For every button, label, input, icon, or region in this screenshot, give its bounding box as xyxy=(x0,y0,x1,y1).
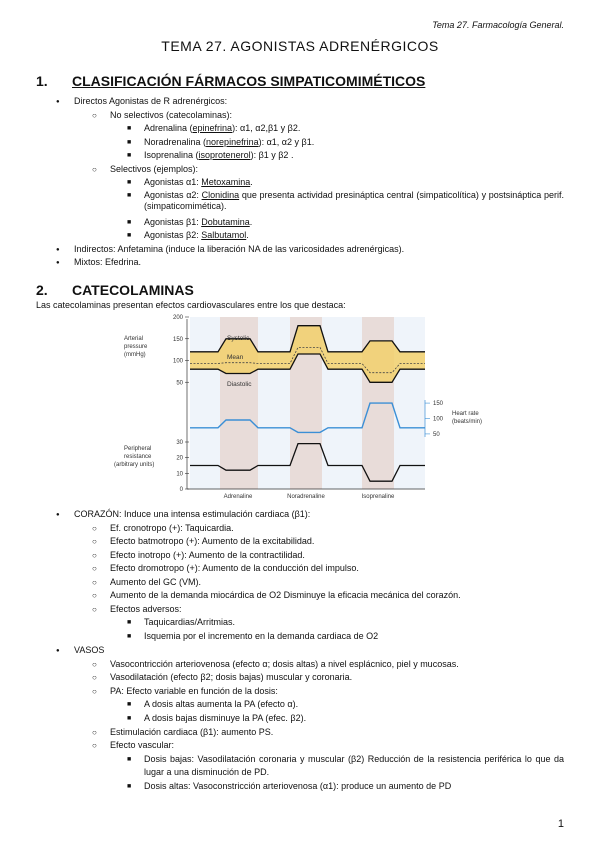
ylabel-arterial: Arterial xyxy=(124,336,144,342)
ylabel-pr1: Peripheral xyxy=(124,446,152,452)
list-item-isoprenalina xyxy=(144,150,293,161)
ylabel-pr3: (arbitrary units) xyxy=(114,462,155,468)
catecholamine-chart xyxy=(0,312,600,507)
section1-heading xyxy=(36,73,425,89)
link-isoprotenerol: isoprotenerol xyxy=(198,150,251,160)
text: ): α1, α2 y β1. xyxy=(258,137,315,147)
ylabel-pr2: resistance xyxy=(124,454,152,460)
corazon-item: ○ Efecto inotropo (+): Aumento de la contractilidad. xyxy=(110,550,305,561)
ylabel-pressure: pressure xyxy=(124,344,148,350)
list-item-mixtos: ● Mixtos: Efedrina. xyxy=(74,257,141,268)
label-systolic: Systolic xyxy=(227,335,250,342)
list-item-adrenalina xyxy=(144,123,300,134)
ylabel-hr2: (beats/min) xyxy=(452,419,483,425)
hr-tick-label: 100 xyxy=(433,416,444,423)
link-norepinefrina: norepinefrina xyxy=(206,137,259,147)
hr-tick-label: 150 xyxy=(433,401,444,408)
ap-tick-label: 100 xyxy=(172,358,183,365)
pr-tick-label: 10 xyxy=(176,471,183,478)
vasos-item: ○ Efecto vascular: xyxy=(110,740,174,751)
list-item-a1 xyxy=(144,177,253,188)
ap-tick-label: 150 xyxy=(172,336,183,343)
label-diastolic: Diastolic xyxy=(227,381,252,388)
link-dobutamina: Dobutamina xyxy=(201,217,250,227)
corazon-item: ○ Aumento de la demanda miocárdica de O2 Disminuye la eficacia mecánica del corazón. xyxy=(110,590,461,601)
corazon-item: ○ Efecto dromotropo (+): Aumento de la conducción del impulso. xyxy=(110,563,359,574)
section1-number: 1. xyxy=(36,73,48,89)
list-item-indirectos: ● Indirectos: Anfetamina (induce la liberación NA de las varicosidades adrenérgicas). xyxy=(74,244,404,255)
pr-tick-label: 20 xyxy=(176,455,183,462)
running-title: Tema 27. Farmacología General. xyxy=(432,20,564,30)
vascular-item: ■ Dosis altas: Vasoconstricción arteriovenosa (α1): produce un aumento de PD xyxy=(144,781,451,792)
section2-intro: Las catecolaminas presentan efectos cardiovasculares entre los que destaca: xyxy=(36,300,346,310)
list-item-directos: ● Directos Agonistas de R adrenérgicos: xyxy=(74,96,227,107)
section2-number: 2. xyxy=(36,282,48,298)
text: ): β1 y β2 . xyxy=(250,150,294,160)
text: Agonistas α1: xyxy=(144,177,202,187)
list-item-a2 xyxy=(144,190,564,212)
list-item-b1 xyxy=(144,217,252,228)
page-number: 1 xyxy=(557,818,564,830)
text: Adrenalina ( xyxy=(144,123,193,133)
hr-tick-label: 50 xyxy=(433,431,440,438)
text: Agonistas β1: xyxy=(144,217,202,227)
pa-item: ■ A dosis bajas disminuye la PA (efec. β2). xyxy=(144,713,306,724)
ylabel-hr1: Heart rate xyxy=(452,411,479,417)
category-adrenaline: Adrenaline xyxy=(223,494,253,500)
adverso-item: ■ Taquicardias/Arritmias. xyxy=(144,617,235,628)
list-item-vasos: ● VASOS xyxy=(74,645,104,656)
text: que presenta actividad presináptica central (simpaticolítica) y postsináptica perif. (simpaticomimética). xyxy=(144,190,564,211)
list-item-selectivos: ○ Selectivos (ejemplos): xyxy=(110,164,198,175)
corazon-item: ○ Aumento del GC (VM). xyxy=(110,577,201,588)
text: . xyxy=(250,177,253,187)
text: . xyxy=(246,230,249,240)
section2-title: CATECOLAMINAS xyxy=(72,282,194,298)
list-item-noradrenalina xyxy=(144,137,314,148)
ap-tick-label: 200 xyxy=(172,315,183,321)
vasos-item: ○ Estimulación cardiaca (β1): aumento PS. xyxy=(110,727,273,738)
link-metoxamina: Metoxamina xyxy=(201,177,251,187)
pa-item: ■ A dosis altas aumenta la PA (efecto α). xyxy=(144,699,298,710)
corazon-item: ○ Ef. cronotropo (+): Taquicardia. xyxy=(110,523,234,534)
text: . xyxy=(249,217,253,227)
list-item-corazon: ● CORAZÓN: Induce una intensa estimulación cardiaca (β1): xyxy=(74,509,310,520)
text: ): α1, α2,β1 y β2. xyxy=(232,123,301,133)
link-salbutamol: Salbutamol xyxy=(201,230,247,240)
category-isoprenaline: Isoprenaline xyxy=(361,494,395,500)
link-clonidina: Clonidina xyxy=(201,190,240,200)
corazon-item: ○ Efectos adversos: xyxy=(110,604,182,615)
text: Isoprenalina ( xyxy=(144,150,199,160)
list-item-b2 xyxy=(144,230,249,241)
section1-title: CLASIFICACIÓN FÁRMACOS SIMPATICOMIMÉTICOS xyxy=(72,73,426,89)
vascular-item: ■ Dosis bajas: Vasodilatación coronaria y muscular (β2) Reducción de la resistencia periférica lo que da lugar a una disminución de PD. xyxy=(144,753,564,779)
vasos-item: ○ Vasocontricción arteriovenosa (efecto α; dosis altas) a nivel esplácnico, piel y mucosas. xyxy=(110,659,459,670)
text: Agonistas α2: xyxy=(144,190,202,200)
label-mean: Mean xyxy=(227,354,244,361)
section2-heading xyxy=(36,282,194,298)
text: Noradrenalina ( xyxy=(144,137,207,147)
adverso-item: ■ Isquemia por el incremento en la demanda cardiaca de O2 xyxy=(144,631,378,642)
pr-tick-label: 30 xyxy=(176,440,183,446)
vasos-item: ○ Vasodilatación (efecto β2; dosis bajas) muscular y coronaria. xyxy=(110,672,352,683)
link-epinefrina: epinefrina xyxy=(192,123,233,133)
page-title: TEMA 27. AGONISTAS ADRENÉRGICOS xyxy=(161,38,439,54)
vasos-item: ○ PA: Efecto variable en función de la dosis: xyxy=(110,686,278,697)
text: Agonistas β2: xyxy=(144,230,202,240)
category-noradrenaline: Noradrenaline xyxy=(287,494,325,500)
list-item-no-selectivos: ○ No selectivos (catecolaminas): xyxy=(110,110,232,121)
pr-tick-label: 0 xyxy=(179,487,183,493)
ap-tick-label: 50 xyxy=(176,380,183,387)
ylabel-mmhg: (mmHg) xyxy=(124,352,146,358)
corazon-item: ○ Efecto batmotropo (+): Aumento de la excitabilidad. xyxy=(110,536,314,547)
